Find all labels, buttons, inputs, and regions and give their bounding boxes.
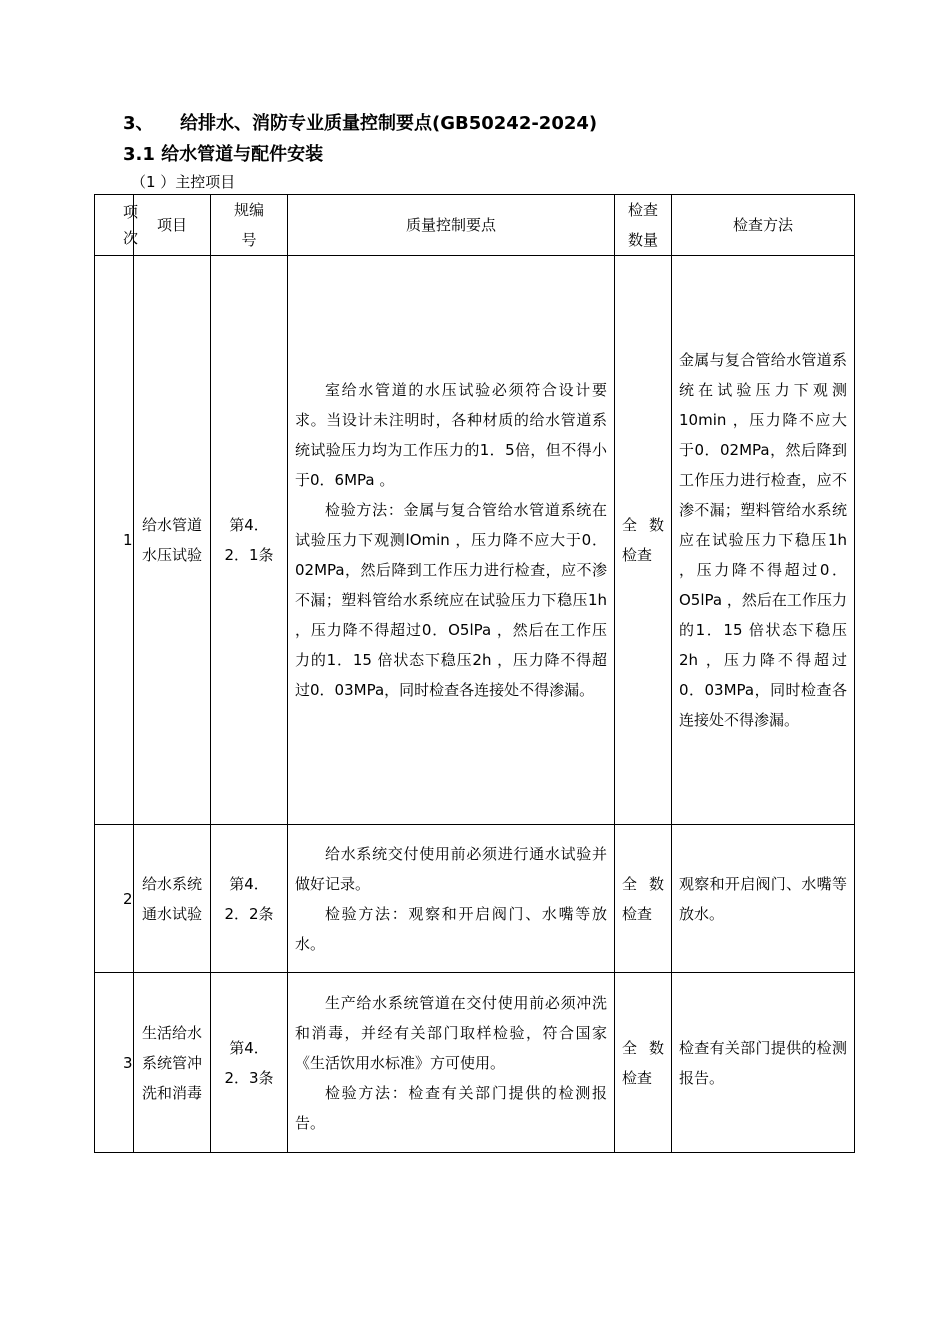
row-item: 给水管道水压试验: [134, 256, 211, 825]
header-quantity: 检查数量: [615, 195, 672, 256]
row-quantity: 全数检查: [615, 256, 672, 825]
row-index: 1: [95, 256, 134, 825]
table-row: [95, 825, 855, 973]
section-title: 给排水、消防专业质量控制要点(GB50242-2024): [180, 113, 598, 134]
requirement-text: 室给水管道的水压试验必须符合设计要求。当设计未注明时，各种材质的给水管道系统试验压力均为工作压力的1．5倍，但不得小于0．6MPa 。: [295, 381, 607, 489]
row-index: 3: [95, 973, 134, 1153]
row-index: 2: [95, 825, 134, 973]
row-item: 给水系统通水试验: [134, 825, 211, 973]
header-index: 项次: [95, 195, 134, 256]
row-requirement: [288, 256, 615, 825]
requirement-text: 给水系统交付使用前必须进行通水试验并做好记录。: [295, 844, 607, 893]
section-number: 3、: [123, 113, 154, 134]
quality-control-table: [94, 194, 855, 1153]
subsection-heading: 3.1 给水管道与配件安装: [123, 144, 324, 165]
table-row: [95, 256, 855, 825]
row-method: 观察和开启阀门、水嘴等放水。: [672, 825, 855, 973]
row-code: 第4．2．2条: [211, 825, 288, 973]
method-note: 检验方法：观察和开启阀门、水嘴等放水。: [295, 904, 607, 953]
row-code: 第4．2．3条: [211, 973, 288, 1153]
table-header-row: [95, 195, 855, 256]
row-requirement: [288, 825, 615, 973]
header-method: 检查方法: [672, 195, 855, 256]
row-method: 金属与复合管给水管道系统在试验压力下观测10min ，压力降不应大于0．02MPa，然后降到工作压力进行检查，应不渗不漏；塑料管给水系统应在试验压力下稳压1h ，压力降不得超过0．O5lPa ，然后在工作压力的1．15 倍状态下稳压2h ，压力降不得超过0．03MPa，同时检查各连接处不得渗漏。: [672, 256, 855, 825]
header-item: 项目: [134, 195, 211, 256]
table-row: [95, 973, 855, 1153]
method-note: 检验方法：金属与复合管给水管道系统在试验压力下观测lOmin ，压力降不应大于0．02MPa，然后降到工作压力进行检查，应不渗不漏；塑料管给水系统应在试验压力下稳压1h ，压力降不得超过0．O5lPa ，然后在工作压力的1．15 倍状态下稳压2h ，压力降不得超过0．03MPa，同时检查各连接处不得渗漏。: [295, 501, 607, 699]
header-code: 规编号: [211, 195, 288, 256]
row-code: 第4．2．1条: [211, 256, 288, 825]
subsubsection-heading: （1 ）主控项目: [131, 173, 236, 191]
header-points: 质量控制要点: [288, 195, 615, 256]
row-item: 生活给水系统管冲洗和消毒: [134, 973, 211, 1153]
row-quantity: 全数检查: [615, 825, 672, 973]
method-note: 检验方法：检查有关部门提供的检测报告。: [295, 1083, 607, 1132]
requirement-text: 生产给水系统管道在交付使用前必须冲洗和消毒，并经有关部门取样检验，符合国家《生活饮用水标准》方可使用。: [295, 993, 607, 1072]
section-heading: [123, 109, 597, 135]
row-requirement: [288, 973, 615, 1153]
row-method: 检查有关部门提供的检测报告。: [672, 973, 855, 1153]
row-quantity: 全数检查: [615, 973, 672, 1153]
